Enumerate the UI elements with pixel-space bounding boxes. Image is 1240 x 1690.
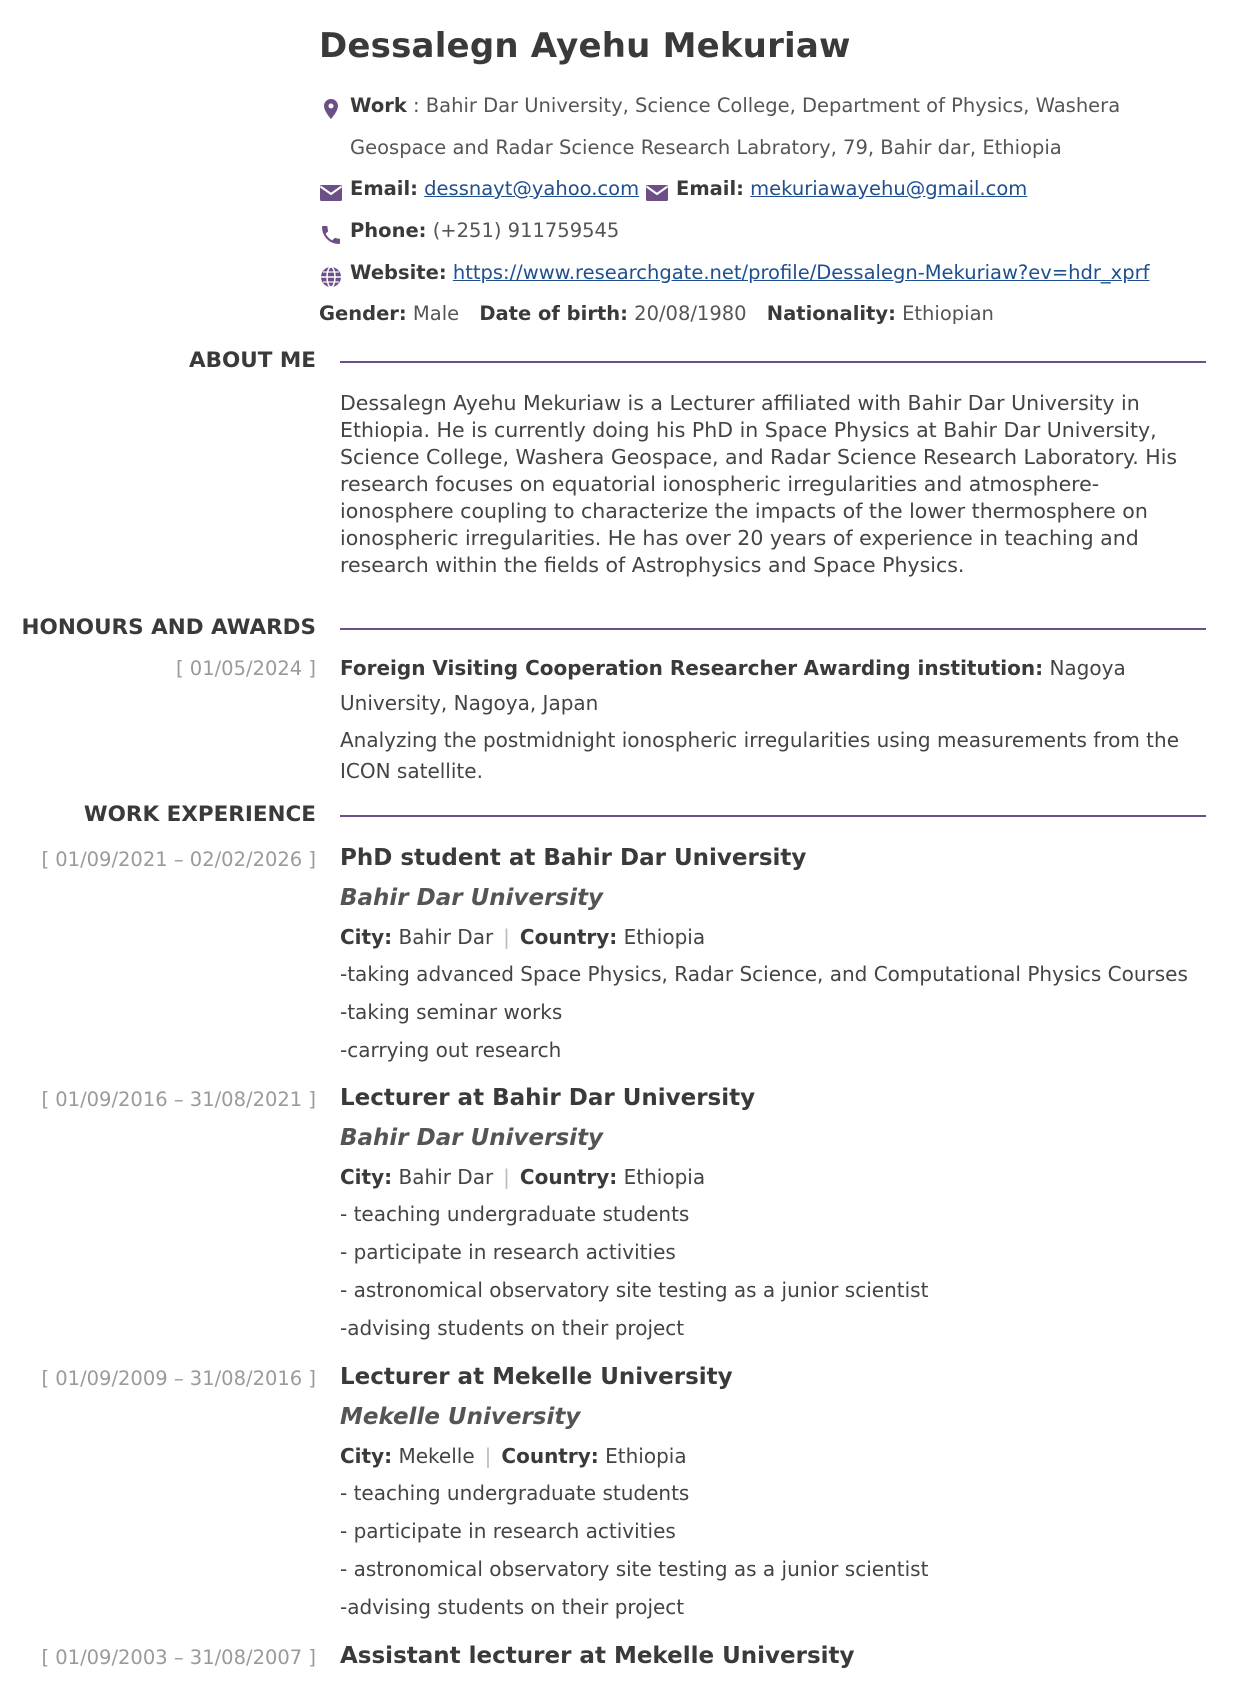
country-label: Country:	[519, 925, 618, 949]
job-title: Lecturer at Mekelle University	[340, 1364, 733, 1390]
job-title: Lecturer at Bahir Dar University	[340, 1085, 756, 1111]
job-date: [ 01/09/2016 – 31/08/2021 ]	[41, 1088, 316, 1111]
gender-label: Gender:	[319, 302, 407, 325]
person-name: Dessalegn Ayehu Mekuriaw	[319, 26, 851, 66]
email-label: Email:	[676, 177, 744, 200]
job-location	[340, 1163, 1210, 1191]
about-section-title: ABOUT ME	[189, 348, 316, 373]
job-title: Assistant lecturer at Mekelle University	[340, 1643, 855, 1669]
duty-item: -taking seminar works	[340, 1000, 563, 1024]
honours-section-title: HONOURS AND AWARDS	[21, 615, 316, 640]
phone-line	[350, 219, 619, 242]
email-link-2[interactable]: mekuriawayehu@gmail.com	[750, 177, 1028, 200]
separator: |	[503, 1165, 510, 1189]
work-label: Work	[350, 94, 407, 117]
country-label: Country:	[519, 1165, 618, 1189]
dob-label: Date of birth:	[479, 302, 628, 325]
duty-item: -taking advanced Space Physics, Radar Science, and Computational Physics Courses	[340, 962, 1188, 986]
job-location	[340, 923, 1210, 951]
job-date: [ 01/09/2009 – 31/08/2016 ]	[41, 1367, 316, 1390]
email-line-1	[350, 177, 639, 200]
separator: |	[484, 1444, 492, 1468]
city-value: Mekelle	[398, 1444, 475, 1468]
employer-name: Mekelle University	[340, 1404, 581, 1430]
job-location	[340, 1442, 1210, 1470]
country-value: Ethiopia	[623, 1165, 706, 1189]
job-date: [ 01/09/2003 – 31/08/2007 ]	[41, 1646, 316, 1669]
nationality-label: Nationality:	[766, 302, 896, 325]
duty-item: - teaching undergraduate students	[340, 1202, 690, 1226]
dob-value: 20/08/1980	[634, 302, 747, 325]
website-label: Website:	[350, 261, 447, 284]
employer-name: Bahir Dar University	[340, 1125, 604, 1151]
work-address-line2: Geospace and Radar Science Research Labratory, 79, Bahir dar, Ethiopia	[350, 136, 1062, 159]
job-date: [ 01/09/2021 – 02/02/2026 ]	[41, 848, 316, 871]
duty-item: -advising students on their project	[340, 1316, 685, 1340]
employer-name: Bahir Dar University	[340, 885, 604, 911]
gender-value: Male	[412, 302, 460, 325]
job-entry	[340, 1641, 1210, 1671]
phone-icon	[319, 223, 343, 247]
country-value: Ethiopia	[623, 925, 706, 949]
website-link[interactable]: https://www.researchgate.net/profile/Dessalegn-Mekuriaw?ev=hdr_xprf	[452, 261, 1150, 284]
job-title: PhD student at Bahir Dar University	[340, 845, 807, 871]
work-section-title: WORK EXPERIENCE	[83, 802, 316, 827]
city-label: City:	[340, 925, 393, 949]
phone-label: Phone:	[350, 219, 427, 242]
duty-item: - participate in research activities	[340, 1240, 676, 1264]
about-divider	[340, 361, 1206, 363]
email-link-1[interactable]: dessnayt@yahoo.com	[424, 177, 640, 200]
work-divider	[340, 815, 1206, 817]
award-description: Analyzing the postmidnight ionospheric irregularities using measurements from the ICON satellite.	[340, 728, 1180, 783]
city-label: City:	[340, 1444, 393, 1468]
work-address-line1	[350, 94, 1120, 117]
about-text: Dessalegn Ayehu Mekuriaw is a Lecturer affiliated with Bahir Dar University in Ethiopia. He is currently doing his PhD in Space Physics at Bahir Dar University, Science College, Washera Geospace, and Radar Science Research Laboratory. His research focuses on equatorial ionospheric irregularities and atmosphere-ionosphere coupling to characterize the impacts of the lower thermosphere on ionospheric irregularities. He has over 20 years of experience in teaching and research within the fields of Astrophysics and Space Physics.	[340, 391, 1178, 577]
award-date: [ 01/05/2024 ]	[175, 657, 316, 680]
duty-item: - participate in research activities	[340, 1519, 676, 1543]
country-label: Country:	[501, 1444, 599, 1468]
envelope-icon	[645, 181, 669, 205]
duty-item: - teaching undergraduate students	[340, 1481, 690, 1505]
email-label: Email:	[350, 177, 418, 200]
job-entry	[340, 1083, 1210, 1342]
globe-icon	[319, 265, 343, 289]
duty-item: - astronomical observatory site testing as a junior scientist	[340, 1557, 929, 1581]
duty-item: -carrying out research	[340, 1038, 562, 1062]
job-entry	[340, 843, 1210, 1064]
awarding-institution-label: Awarding institution:	[803, 656, 1044, 680]
city-value: Bahir Dar	[398, 1165, 494, 1189]
personal-info	[319, 302, 994, 325]
city-label: City:	[340, 1165, 393, 1189]
award-entry	[340, 651, 1210, 787]
location-pin-icon	[319, 97, 343, 121]
job-entry	[340, 1362, 1210, 1621]
country-value: Ethiopia	[605, 1444, 687, 1468]
duty-item: -advising students on their project	[340, 1595, 685, 1619]
honours-divider	[340, 628, 1206, 630]
awarding-institution: Nagoya University, Nagoya, Japan	[340, 656, 1126, 715]
duty-item: - astronomical observatory site testing as a junior scientist	[340, 1278, 929, 1302]
website-line	[350, 261, 1149, 284]
work-address-text: : Bahir Dar University, Science College, Department of Physics, Washera	[406, 94, 1121, 117]
award-title: Foreign Visiting Cooperation Researcher	[340, 656, 798, 680]
nationality-value: Ethiopian	[902, 302, 994, 325]
city-value: Bahir Dar	[398, 925, 494, 949]
envelope-icon	[319, 181, 343, 205]
separator: |	[503, 925, 510, 949]
phone-number: (+251) 911759545	[432, 219, 620, 242]
award-heading	[340, 651, 1210, 721]
email-line-2	[676, 177, 1027, 200]
